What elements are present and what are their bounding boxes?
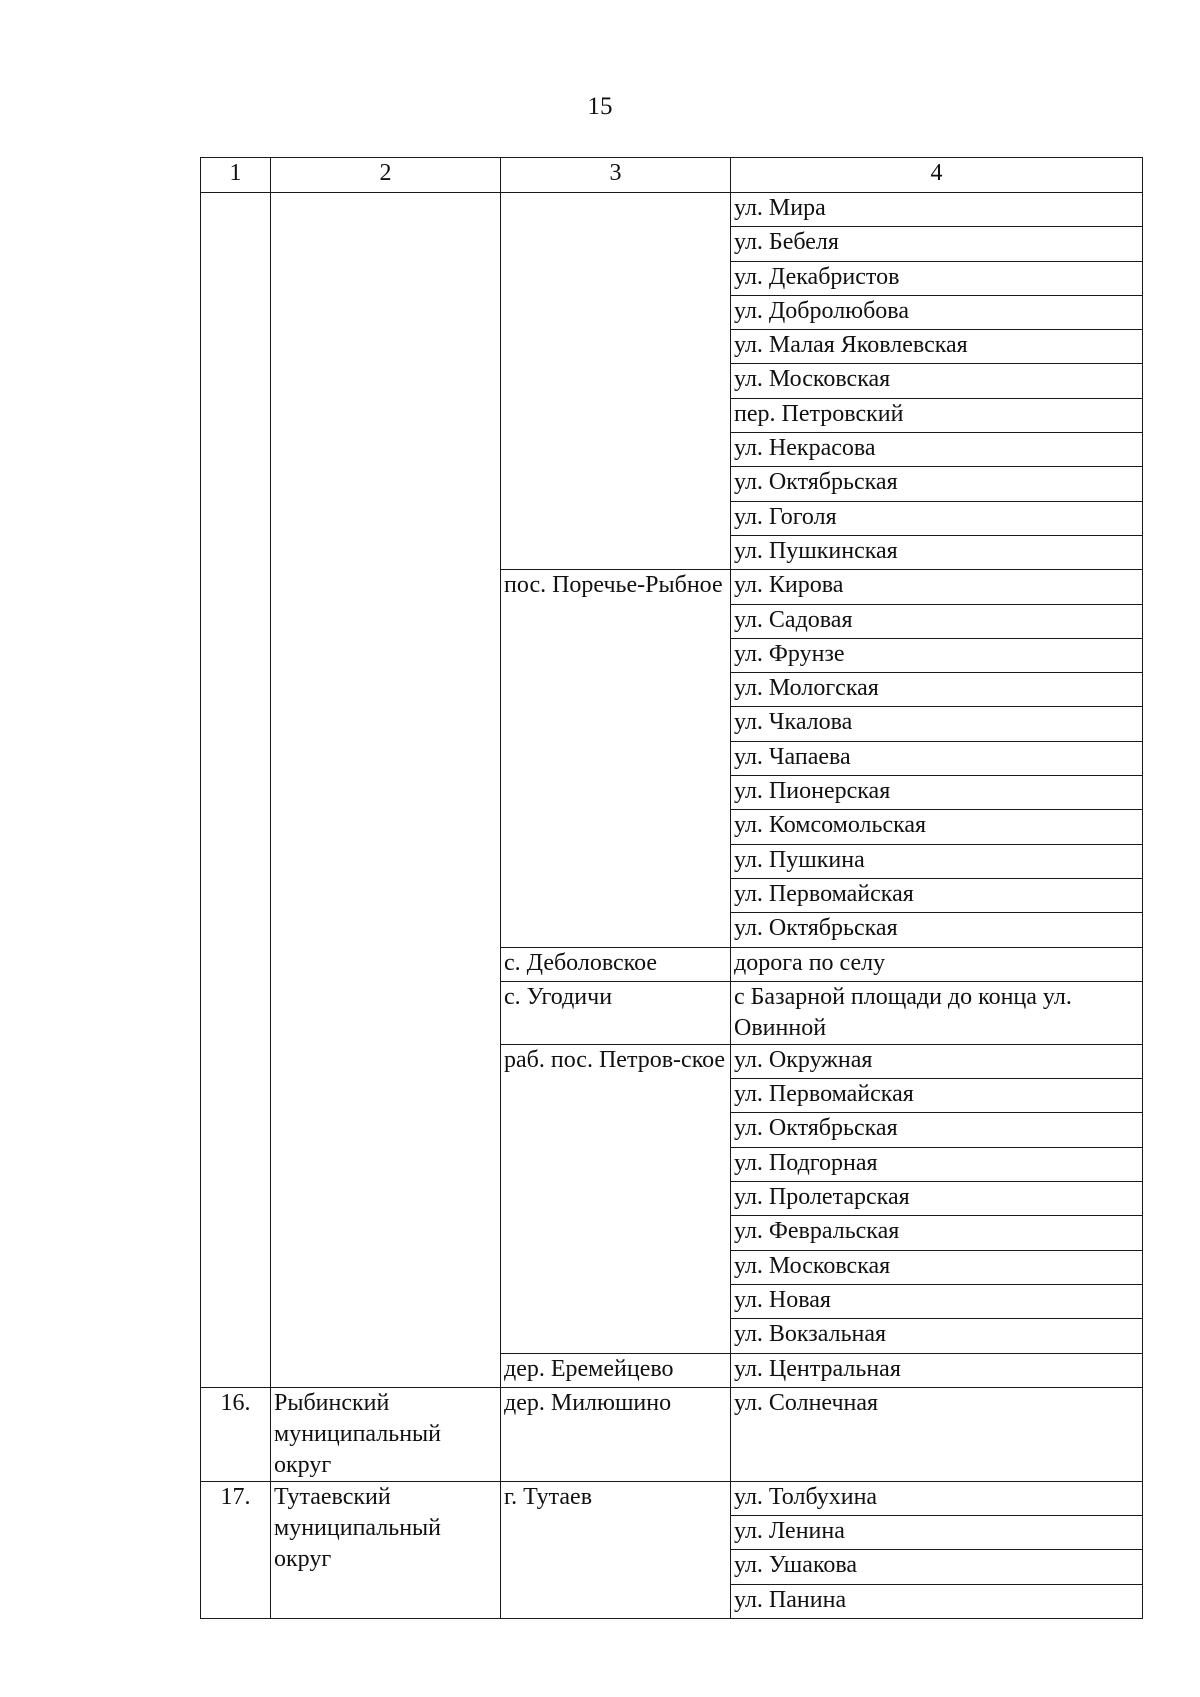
- settlement-cell: дер. Милюшино: [501, 1387, 731, 1481]
- street-cell: ул. Февральская: [731, 1216, 1143, 1250]
- table-row: [201, 193, 1143, 227]
- district-cell: Тутаевский муниципальный округ: [271, 1481, 501, 1618]
- street-cell: ул. Первомайская: [731, 878, 1143, 912]
- row-number-cell: 17.: [201, 1481, 271, 1618]
- street-cell: ул. Пушкинская: [731, 535, 1143, 569]
- street-cell: дорога по селу: [731, 947, 1143, 981]
- street-cell: ул. Октябрьская: [731, 467, 1143, 501]
- header-col-4: 4: [731, 158, 1143, 193]
- street-cell: ул. Малая Яковлевская: [731, 330, 1143, 364]
- street-cell: ул. Центральная: [731, 1353, 1143, 1387]
- street-cell: ул. Первомайская: [731, 1079, 1143, 1113]
- row-number-cell: 16.: [201, 1387, 271, 1481]
- settlement-cell: раб. пос. Петров-ское: [501, 1044, 731, 1353]
- street-cell: ул. Московская: [731, 364, 1143, 398]
- street-cell: ул. Кирова: [731, 570, 1143, 604]
- header-col-2: 2: [271, 158, 501, 193]
- street-cell: ул. Панина: [731, 1584, 1143, 1618]
- street-cell: ул. Ушакова: [731, 1550, 1143, 1584]
- street-cell: пер. Петровский: [731, 398, 1143, 432]
- roads-table: [200, 157, 1143, 1619]
- street-cell: ул. Чапаева: [731, 741, 1143, 775]
- street-cell: ул. Фрунзе: [731, 638, 1143, 672]
- street-cell: ул. Вокзальная: [731, 1319, 1143, 1353]
- settlement-cell: дер. Еремейцево: [501, 1353, 731, 1387]
- district-cell: Рыбинский муниципальный округ: [271, 1387, 501, 1481]
- table-row: [201, 1481, 1143, 1515]
- street-cell: ул. Некрасова: [731, 433, 1143, 467]
- street-cell: ул. Чкалова: [731, 707, 1143, 741]
- street-cell: ул. Окружная: [731, 1044, 1143, 1078]
- street-cell: ул. Солнечная: [731, 1387, 1143, 1481]
- table-row: [201, 1387, 1143, 1481]
- street-cell: ул. Ленина: [731, 1516, 1143, 1550]
- header-col-3: 3: [501, 158, 731, 193]
- page-number: 15: [587, 93, 613, 120]
- street-cell: ул. Октябрьская: [731, 913, 1143, 947]
- street-cell: ул. Толбухина: [731, 1481, 1143, 1515]
- street-cell: ул. Московская: [731, 1250, 1143, 1284]
- header-row: [201, 158, 1143, 193]
- settlement-cell: [501, 193, 731, 570]
- street-cell: ул. Пионерская: [731, 776, 1143, 810]
- street-cell: ул. Пролетарская: [731, 1182, 1143, 1216]
- street-cell: ул. Комсомольская: [731, 810, 1143, 844]
- street-cell: ул. Добролюбова: [731, 295, 1143, 329]
- street-cell: ул. Бебеля: [731, 227, 1143, 261]
- street-cell: ул. Гоголя: [731, 501, 1143, 535]
- district-cell: [271, 193, 501, 1388]
- street-cell: ул. Октябрьская: [731, 1113, 1143, 1147]
- header-col-1: 1: [201, 158, 271, 193]
- settlement-cell: г. Тутаев: [501, 1481, 731, 1618]
- row-number-cell: [201, 193, 271, 1388]
- street-cell: с Базарной площади до конца ул. Овинной: [731, 981, 1143, 1044]
- settlement-cell: с. Деболовское: [501, 947, 731, 981]
- street-cell: ул. Подгорная: [731, 1147, 1143, 1181]
- street-cell: ул. Мира: [731, 193, 1143, 227]
- street-cell: ул. Пушкина: [731, 844, 1143, 878]
- street-cell: ул. Декабристов: [731, 261, 1143, 295]
- settlement-cell: пос. Поречье-Рыбное: [501, 570, 731, 947]
- settlement-cell: с. Угодичи: [501, 981, 731, 1044]
- street-cell: ул. Садовая: [731, 604, 1143, 638]
- street-cell: ул. Новая: [731, 1284, 1143, 1318]
- street-cell: ул. Мологская: [731, 673, 1143, 707]
